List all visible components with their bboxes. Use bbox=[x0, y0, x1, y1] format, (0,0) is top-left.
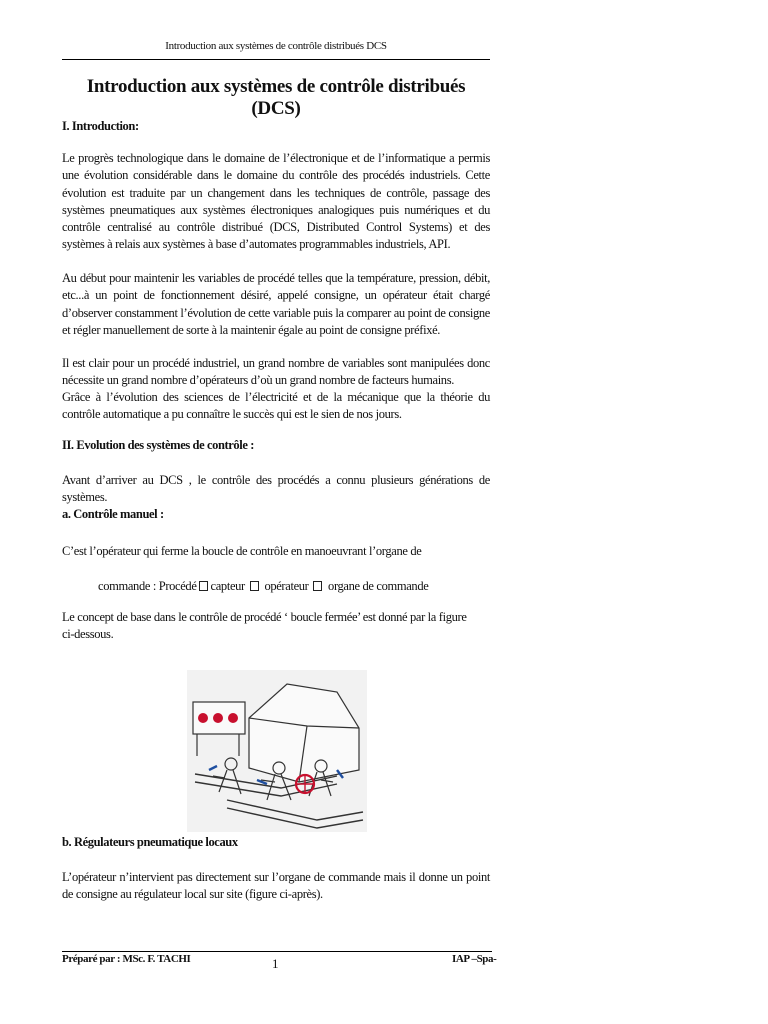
footer-author: Préparé par : MSc. F. TACHI bbox=[62, 953, 191, 965]
paragraph-manual-2-line1: Le concept de base dans le contrôle de procédé ‘ boucle fermée’ est donné par la figure bbox=[62, 610, 467, 624]
arrow-box-icon bbox=[313, 581, 322, 591]
manual-control-loop-illustration-icon bbox=[187, 670, 367, 832]
section-heading-evolution: II. Evolution des systèmes de contrôle : bbox=[62, 438, 254, 452]
footer-institution: IAP –Spa- bbox=[452, 953, 497, 965]
page-number: 1 bbox=[272, 956, 279, 971]
running-header: Introduction aux systèmes de contrôle distribués DCS bbox=[165, 40, 387, 52]
paragraph-manual-2-line2: ci-dessous. bbox=[62, 627, 114, 641]
footer-divider bbox=[62, 951, 492, 952]
subsection-heading-pneumatic: b. Régulateurs pneumatique locaux bbox=[62, 835, 238, 849]
subsection-heading-manual: a. Contrôle manuel : bbox=[62, 507, 164, 521]
arrow-box-icon bbox=[250, 581, 259, 591]
manual-control-loop-figure bbox=[187, 670, 367, 832]
section-heading-introduction: I. Introduction: bbox=[62, 119, 139, 133]
document-title: Introduction aux systèmes de contrôle distribués (DCS) bbox=[86, 76, 466, 119]
chain-item-capteur: capteur bbox=[210, 579, 245, 593]
paragraph-manual-1: C’est l’opérateur qui ferme la boucle de contrôle en manoeuvrant l’organe de bbox=[62, 544, 422, 558]
arrow-box-icon bbox=[199, 581, 208, 591]
paragraph-intro-3: Il est clair pour un procédé industriel, un grand nombre de variables sont manipulées donc nécessite un grand nombre d’opérateurs d’où un grand nombre de facteurs humains. bbox=[62, 356, 490, 388]
paragraph-evolution-1: Avant d’arriver au DCS , le contrôle des procédés a connu plusieurs générations de systèmes. bbox=[62, 473, 490, 505]
chain-item-organe: organe de commande bbox=[328, 579, 429, 593]
control-chain bbox=[98, 579, 428, 594]
paragraph-pneumatic-1: L’opérateur n’intervient pas directement sur l’organe de commande mais il donne un point de consigne au régulateur local sur site (figure ci-après). bbox=[62, 870, 490, 902]
chain-item-operateur: opérateur bbox=[264, 579, 309, 593]
paragraph-intro-4: Grâce à l’évolution des sciences de l’électricité et de la mécanique que la théorie du contrôle automatique a pu connaître le succès qui est le sien de nos jours. bbox=[62, 390, 490, 422]
paragraph-intro-2: Au début pour maintenir les variables de procédé telles que la température, pression, débit, etc...à un point de fonctionnement désiré, appelé consigne, un opérateur était chargé d’observer constamment l’évolution de cette variable puis la comparer au point de consigne et régler manuellement de sorte à la maintenir égale au point de consigne préfixé. bbox=[62, 271, 490, 337]
paragraph-intro-1: Le progrès technologique dans le domaine de l’électronique et de l’informatique a permis une évolution considérable dans le domaine du contrôle des procédés industriels. Cette évolution est traduite par un changement dans les techniques de contrôle, passage des systèmes pneumatiques aux systèmes électroniques analogiques puis numériques et du contrôle centralisé au contrôle distribué (DCS, Distributed Control Systems) et des systèmes à relais aux systèmes à base d’automates programmables industriels, API. bbox=[62, 151, 490, 252]
header-divider bbox=[62, 59, 490, 60]
chain-lead: commande : Procédé bbox=[98, 579, 197, 593]
